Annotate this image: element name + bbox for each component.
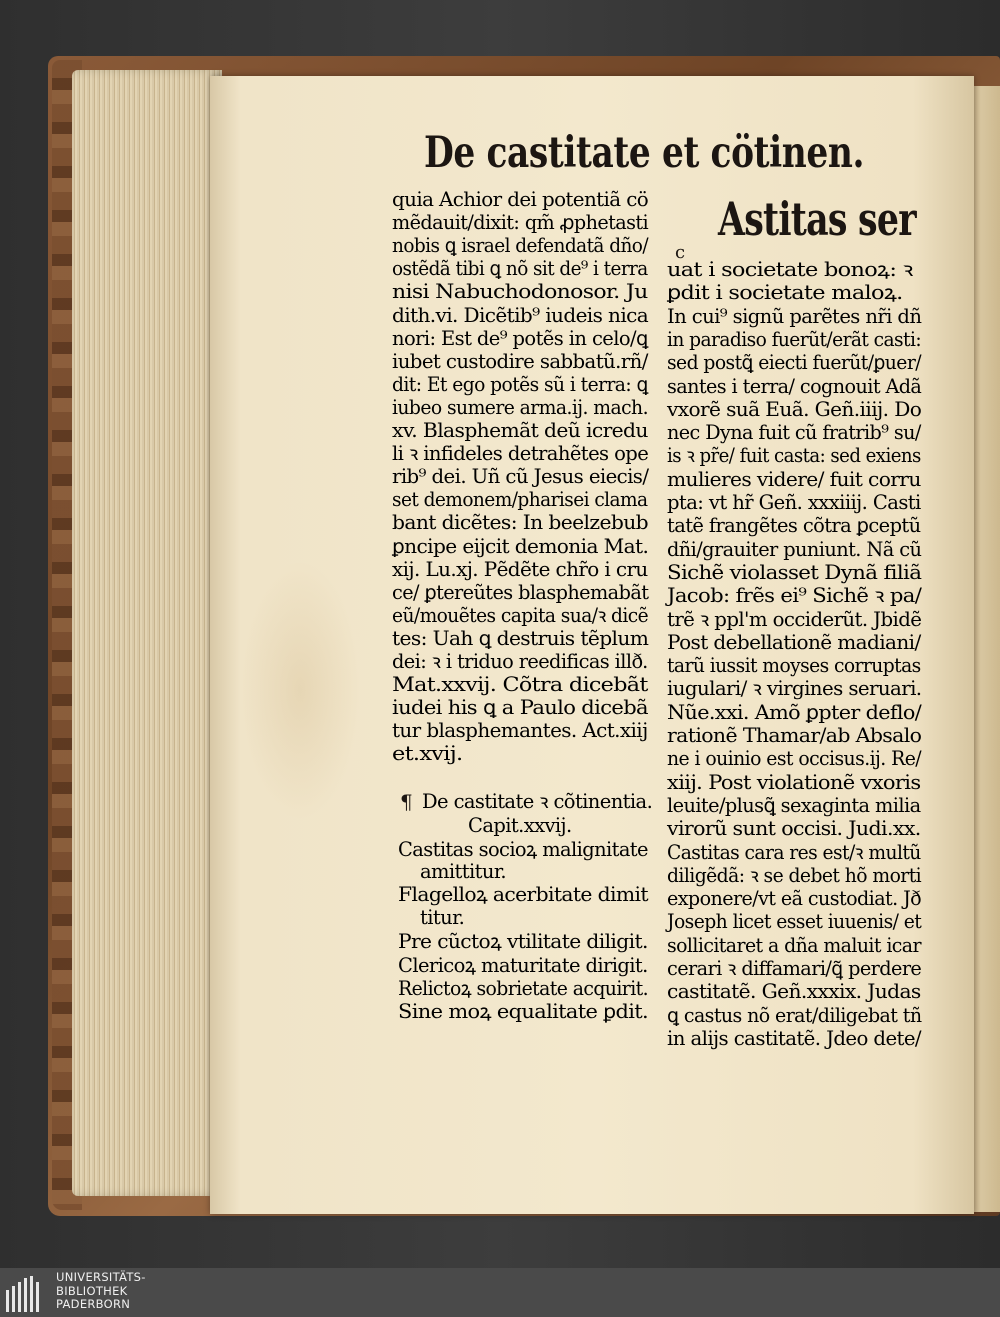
decorated-initial-line: Astitas ser	[718, 192, 916, 246]
verse-line: Clericoꝝ maturitate dirigit.	[398, 954, 648, 977]
text-line: exponere/vt eã custodiat. Jð	[667, 887, 922, 911]
text-line: ostẽdã tibi ꝗ nõ sit de⁹ i terra	[392, 257, 648, 281]
logo-line: BIBLIOTHEK	[56, 1283, 128, 1298]
text-line: rationẽ Thamar/ab Absalo	[667, 724, 922, 747]
verse-line: amittitur.	[420, 860, 507, 883]
text-line: xij. Lu.xj. Pẽdẽte chr̃o i cru	[392, 557, 648, 581]
text-line: leuite/plusꝗ̃ sexaginta milia	[667, 793, 921, 817]
text-line: nec Dyna fuit cũ fratrib⁹ su/	[667, 421, 921, 445]
text-line: Castitas cara res est/ꝛ multũ	[667, 840, 921, 864]
text-line: tarũ iussit moyses corruptas	[667, 654, 921, 678]
text-line: xv. Blasphemãt deũ icredu	[392, 419, 648, 442]
text-line: mulieres videre/ fuit corru	[667, 467, 921, 491]
text-line: In cui⁹ signũ parẽtes nr̃i dñ	[667, 304, 922, 328]
library-logo-text	[56, 1271, 146, 1312]
verse-line: Flagelloꝝ acerbitate dimit	[398, 883, 648, 906]
text-line: bant dicẽtes: In beelzebub	[392, 511, 649, 535]
text-line: tatẽ frangẽtes cõtra ꝑceptũ	[667, 514, 921, 538]
text-line: quia Achior dei potentiã cö	[392, 188, 649, 211]
text-line: tes: Uah ꝗ destruis tẽplum	[392, 626, 649, 650]
text-line: set demonem/pharisei clama	[392, 488, 648, 512]
text-line: ce/ ꝑtereũtes blasphemabãt	[392, 580, 649, 604]
text-line: dit: Et ego potẽs sũ i terra: ꝗ	[392, 372, 648, 396]
text-line: cerari ꝛ diffamari/ꝗ̃ perdere	[667, 957, 922, 980]
text-line: in alijs castitatẽ. Jdeo dete/	[667, 1026, 921, 1050]
text-line: vxorẽ suã Euã. Geñ.iiij. Do	[667, 397, 922, 421]
verse-line: Pre cũctoꝝ vtilitate diligit.	[398, 930, 648, 953]
text-line: Sichẽ violasset Dynã filiã	[667, 560, 922, 584]
text-line: rib⁹ dei. Uñ cũ Jesus eiecis/	[392, 465, 649, 489]
verse-line: titur.	[420, 906, 465, 929]
page-heading: De castitate et cötinen.	[424, 128, 865, 178]
text-line: uat i societate bonoꝝ: ꝛ	[667, 258, 913, 281]
text-line: trẽ ꝛ ppl'm occiderũt. Jbidẽ	[667, 607, 922, 631]
text-line: xiij. Post violationẽ vxoris	[667, 770, 921, 794]
text-line: virorũ sunt occisi. Judi.xx.	[667, 817, 921, 841]
text-line: ꝑncipe eijcit demonia Mat.	[392, 534, 649, 558]
text-line: et.xvij.	[392, 742, 463, 766]
chapter-title: De castitate ꝛ cõtinentia.	[422, 790, 653, 813]
text-line: sed postꝗ̃ eiecti fuerũt/ꝑuer/	[667, 351, 921, 375]
text-line: nisi Nabuchodonosor. Ju	[392, 280, 648, 304]
text-line: Jacob: frẽs ei⁹ Sichẽ ꝛ pa/	[667, 584, 922, 608]
text-line: dei: ꝛ i triduo reedificas illð.	[392, 650, 648, 673]
text-line: Post debellationẽ madiani/	[667, 630, 921, 654]
text-line: tur blasphemantes. Act.xiij	[392, 719, 648, 743]
text-line: Nũe.xxi. Amõ ꝑpter deflo/	[667, 700, 922, 724]
guide-letter: c	[675, 242, 686, 263]
text-line: Joseph licet esset iuuenis/ et	[667, 910, 922, 934]
logo-line: PADERBORN	[56, 1297, 131, 1311]
text-line: iubeo sumere arma.ij. mach.	[392, 395, 648, 419]
text-line: nori: Est de⁹ potẽs in celo/ꝗ	[392, 326, 648, 350]
text-line: li ꝛ infideles detrahẽtes ope	[392, 442, 649, 466]
text-line: ꝗ castus nõ erat/diligebat tñ	[667, 1003, 922, 1027]
text-line: is ꝛ pr̃e/ fuit casta: sed exiens	[667, 444, 921, 468]
text-line: mẽdauit/dixit: qm̃ ꝓphetasti	[392, 211, 649, 235]
text-line: pta: vt hr̃ Geñ. xxxiiij. Casti	[667, 491, 921, 514]
text-line: dñi/grauiter puniunt. Nã cũ	[667, 537, 922, 561]
text-line: ne i ouinio est occisus.ij. Re/	[667, 747, 922, 771]
text-line: iubet custodire sabbatũ.rñ/	[392, 349, 648, 373]
text-line: diligẽdã: ꝛ se debet hõ morti	[667, 863, 922, 887]
text-line: Mat.xxvij. Cõtra dicebãt	[392, 673, 648, 697]
chapter-number: Capit.xxvij.	[468, 814, 572, 837]
pilcrow-mark: ¶	[400, 790, 413, 814]
verse-line: Sine moꝝ equalitate ꝑdit.	[398, 1000, 649, 1023]
text-line: dith.vi. Dicẽtib⁹ iudeis nica	[392, 303, 649, 327]
page-stain	[240, 560, 360, 820]
text-line: santes i terra/ cognouit Adã	[667, 374, 922, 398]
text-line: castitatẽ. Geñ.xxxix. Judas	[667, 980, 921, 1004]
verse-line: Relictoꝝ sobrietate acquirit.	[398, 977, 649, 1000]
text-line: nobis ꝗ israel defendatã dño/	[392, 234, 649, 258]
text-line: in paradiso fuerũt/erãt casti:	[667, 327, 922, 351]
text-line: iugulari/ ꝛ virgines seruari.	[667, 677, 922, 701]
verse-line: Castitas socioꝝ malignitate	[398, 838, 648, 861]
text-line: ꝑdit i societate maloꝝ.	[667, 281, 903, 305]
text-line: sollicitaret a dña maluit icar	[667, 933, 921, 957]
text-line: eũ/mouẽtes capita sua/ꝛ dicẽ	[392, 603, 649, 627]
text-line: iudei his ꝗ a Paulo dicebã	[392, 696, 648, 720]
logo-line: UNIVERSITÄTS-	[56, 1270, 146, 1284]
library-logo-icon	[6, 1274, 44, 1312]
footer-bar	[0, 1268, 1000, 1317]
page-fore-edge	[72, 70, 222, 1196]
